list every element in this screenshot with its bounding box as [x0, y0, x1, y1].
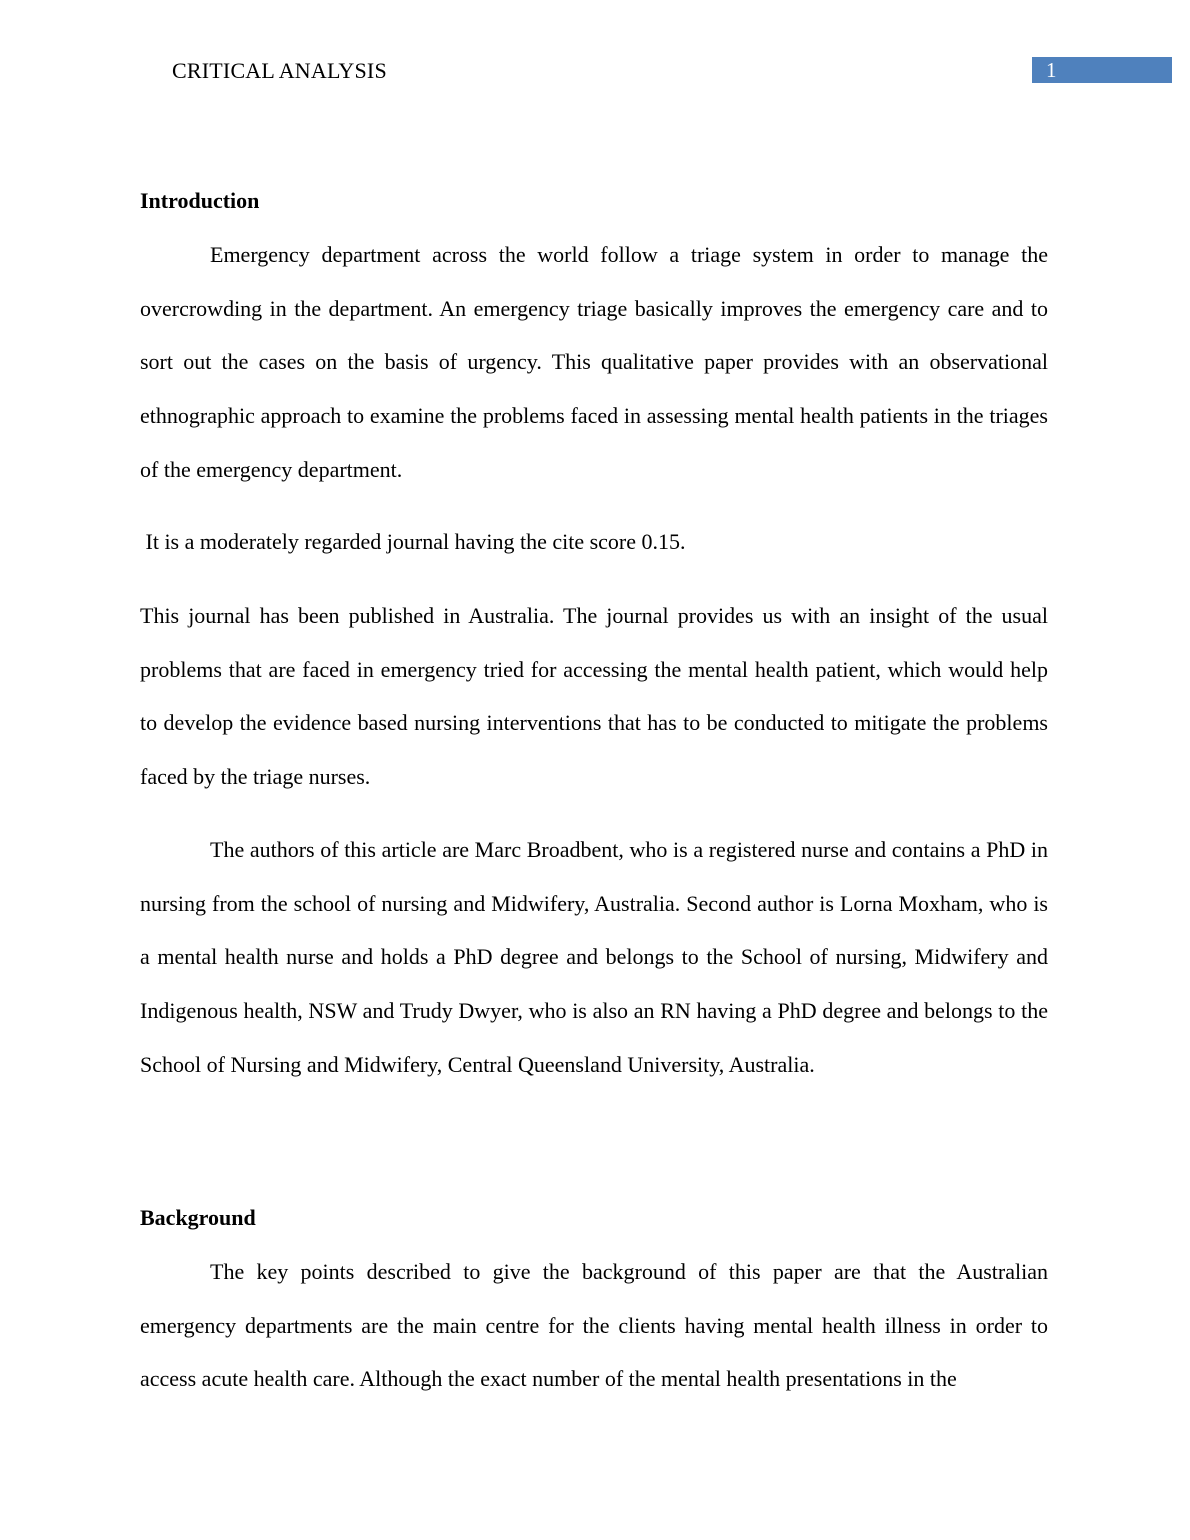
running-head-title: CRITICAL ANALYSIS [172, 58, 387, 83]
journal-paragraph: This journal has been published in Australia. The journal provides us with an insight of the usual problems that are faced in emergency tried for accessing the mental health patient, which would help to develop the evidence based nursing interventions that has to be conducted to mitigate the problems faced by the triage nurses. [140, 603, 1048, 790]
cite-score-line: It is a moderately regarded journal having the cite score 0.15. [140, 529, 686, 554]
introduction-paragraph-1: Emergency department across the world follow a triage system in order to manage the overcrowding in the department. An emergency triage basically improves the emergency care and to sort out the cases on the basis of urgency. This qualitative paper provides with an observational ethnographic approach to examine the problems faced in assessing mental health patients in the triages of the emergency department. [140, 242, 1048, 482]
page-number-badge: 1 [1032, 57, 1172, 83]
authors-paragraph: The authors of this article are Marc Broadbent, who is a registered nurse and contains a PhD in nursing from the school of nursing and Midwifery, Australia. Second author is Lorna Moxham, who is a mental health nurse and holds a PhD degree and belongs to the School of nursing, Midwifery and Indigenous health, NSW and Trudy Dwyer, who is also an RN having a PhD degree and belongs to the School of Nursing and Midwifery, Central Queensland University, Australia. [140, 837, 1048, 1077]
background-paragraph-1: The key points described to give the background of this paper are that the Australian emergency departments are the main centre for the clients having mental health illness in order to access acute health care. Although the exact number of the mental health presentations in the [140, 1259, 1048, 1392]
background-heading: Background [140, 1205, 256, 1230]
introduction-heading: Introduction [140, 188, 260, 213]
